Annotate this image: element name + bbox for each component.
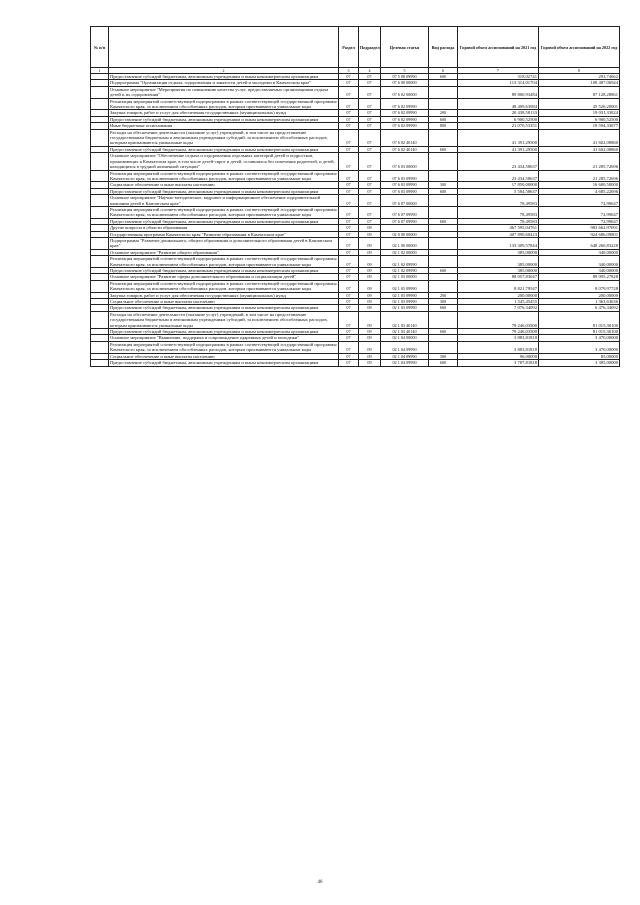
row-vid-cell: [429, 129, 458, 146]
row-2022-cell: 340,00000: [539, 256, 620, 268]
row-podrazdel-cell: 07: [359, 129, 381, 146]
row-name-cell: Другие вопросы в области образования: [109, 225, 339, 231]
row-vid-cell: [429, 256, 458, 268]
row-podrazdel-cell: 07: [359, 123, 381, 129]
row-statya-cell: 07 6 07 09990: [381, 206, 429, 218]
row-statya-cell: 02 0 00 00000: [381, 231, 429, 237]
row-name-cell: Предоставление субсидий бюджетным, автономным учреждениям и иным некоммерческим организациям: [109, 305, 339, 311]
row-statya-cell: 02 1 03 09990: [381, 305, 429, 311]
row-razdel-cell: 07: [339, 110, 359, 116]
row-statya-cell: 02 1 03 09990: [381, 299, 429, 305]
table-row: [91, 206, 620, 218]
row-2021-cell: 17 850,00000: [458, 182, 539, 188]
row-index-cell: [91, 360, 109, 366]
row-statya-cell: 07 6 07 00000: [381, 195, 429, 207]
row-name-cell: Предоставление субсидий бюджетным, автономным учреждениям и иным некоммерческим организациям: [109, 360, 339, 366]
row-razdel-cell: 07: [339, 249, 359, 255]
row-2022-cell: 72,99647: [539, 218, 620, 224]
row-2021-cell: 133 309,57844: [458, 237, 539, 249]
row-2022-cell: 19 031,33824: [539, 110, 620, 116]
table-row: [91, 237, 620, 249]
row-name-cell: Предоставление субсидий бюджетным, автономным учреждениям и иным некоммерческим организациям: [109, 188, 339, 194]
row-podrazdel-cell: 07: [359, 116, 381, 122]
row-statya-cell: 07 6 03 00000: [381, 153, 429, 170]
row-name-cell: Иные бюджетные ассигнования: [109, 123, 339, 129]
row-vid-cell: [429, 195, 458, 207]
col-header-podrazdel: Подраздел: [359, 27, 381, 68]
row-2021-cell: 23 434,58637: [458, 153, 539, 170]
row-2022-cell: 21 285,72696: [539, 170, 620, 182]
row-statya-cell: 07 6 02 00000: [381, 86, 429, 98]
row-razdel-cell: 07: [339, 74, 359, 80]
row-2021-cell: 89 800,93484: [458, 86, 539, 98]
row-2021-cell: 3 787,81818: [458, 360, 539, 366]
row-index-cell: [91, 98, 109, 110]
row-razdel-cell: 07: [339, 116, 359, 122]
row-2021-cell: 3 883,81818: [458, 335, 539, 341]
row-name-cell: Закупка товаров, работ и услуг для обеспечения государственных (муниципальных) нужд: [109, 110, 339, 116]
row-name-cell: Социальное обеспечение и иные выплаты населению: [109, 353, 339, 359]
row-statya-cell: 02 1 02 09990: [381, 268, 429, 274]
row-2021-cell: 21 070,53351: [458, 123, 539, 129]
row-razdel-cell: 07: [339, 129, 359, 146]
row-podrazdel-cell: 07: [359, 206, 381, 218]
row-statya-cell: 02 1 03 09990: [381, 292, 429, 298]
col-header-2022: Годовой объем ассигнований на 2022 год: [539, 27, 620, 68]
row-podrazdel-cell: 07: [359, 74, 381, 80]
row-name-cell: Закупка товаров, работ и услуг для обеспечения государственных (муниципальных) нужд: [109, 292, 339, 298]
row-razdel-cell: 07: [339, 80, 359, 86]
row-2021-cell: 88 057,83047: [458, 274, 539, 280]
row-podrazdel-cell: 09: [359, 341, 381, 353]
row-2021-cell: 385,00000: [458, 256, 539, 268]
row-2022-cell: 108 487,06944: [539, 80, 620, 86]
row-razdel-cell: 07: [339, 311, 359, 328]
row-podrazdel-cell: 07: [359, 86, 381, 98]
row-statya-cell: 02 1 04 00000: [381, 335, 429, 341]
row-podrazdel-cell: 07: [359, 170, 381, 182]
row-name-cell: Реализация мероприятий соответствующей подпрограммы в рамках соответствующей государственной программы Камчатского края, за исключением обособленных расходов, которым присваиваются уникальные коды: [110, 98, 337, 110]
table-row: [91, 280, 620, 292]
row-podrazdel-cell: 09: [359, 360, 381, 366]
row-razdel-cell: 07: [339, 170, 359, 182]
row-name-cell: Социальное обеспечение и иные выплаты населению: [109, 299, 339, 305]
row-name-cell: Реализация мероприятий соответствующей подпрограммы в рамках соответствующей государственной программы Камчатского края, за исключением обособленных расходов, которым присваиваются уникальные коды: [110, 170, 337, 181]
row-podrazdel-cell: 07: [359, 110, 381, 116]
row-2021-cell: 41 391,29500: [458, 129, 539, 146]
row-vid-cell: [429, 98, 458, 110]
row-statya-cell: 07 6 02 09990: [381, 116, 429, 122]
row-vid-cell: 200: [429, 292, 458, 298]
row-podrazdel-cell: 09: [359, 231, 381, 237]
row-razdel-cell: 07: [339, 195, 359, 207]
row-2021-cell: 407 890,60423: [458, 231, 539, 237]
row-vid-cell: [429, 170, 458, 182]
row-index-cell: [91, 206, 109, 218]
row-2022-cell: 81 015,30100: [539, 311, 620, 328]
row-podrazdel-cell: 09: [359, 311, 381, 328]
row-2021-cell: 385,00000: [458, 249, 539, 255]
row-statya-cell: 07 6 03 09990: [381, 188, 429, 194]
row-statya-cell: 02 1 02 00000: [381, 249, 429, 255]
row-razdel-cell: 07: [339, 329, 359, 335]
row-name-cell: Основное мероприятие "Научно-методическое, кадровое и информационное обеспечение оздоровительной кампании детей в Камчатском крае": [109, 195, 339, 207]
row-razdel-cell: 07: [339, 335, 359, 341]
row-2022-cell: 200,00000: [539, 292, 620, 298]
col-number: 3: [339, 68, 359, 74]
col-number: 5: [381, 68, 429, 74]
row-podrazdel-cell: 07: [359, 146, 381, 152]
row-name-cell: Предоставление субсидий бюджетным, автономным учреждениям и иным некоммерческим организациям: [109, 218, 339, 224]
row-name-cell: Предоставление субсидий бюджетным, автономным учреждениям и иным некоммерческим организациям: [109, 116, 339, 122]
table-row: [91, 360, 620, 366]
row-index-cell: [91, 170, 109, 182]
row-2022-cell: 81 015,30100: [539, 329, 620, 335]
row-2021-cell: 318,02741: [458, 74, 539, 80]
row-statya-cell: 07 6 02 40140: [381, 146, 429, 152]
row-2021-cell: 78,49583: [458, 195, 539, 207]
row-2022-cell: 983 662,97091: [539, 225, 620, 231]
row-razdel-cell: 07: [339, 98, 359, 110]
row-2022-cell: 3 385,00000: [539, 360, 620, 366]
col-number: 4: [359, 68, 381, 74]
row-name-cell: Предоставление субсидий бюджетным, автономным учреждениям и иным некоммерческим организациям: [109, 268, 339, 274]
row-vid-cell: 600: [429, 360, 458, 366]
row-2021-cell: 113 314,01704: [458, 80, 539, 86]
row-statya-cell: 07 6 03 09990: [381, 170, 429, 182]
row-name-cell: Основное мероприятие "Выявление, поддержка и сопровождение одаренных детей и молодежи": [109, 335, 339, 341]
col-header-statya: Целевая статья: [381, 27, 429, 68]
row-2021-cell: 467 595,04761: [458, 225, 539, 231]
row-podrazdel-cell: 09: [359, 225, 381, 231]
row-vid-cell: 600: [429, 268, 458, 274]
row-podrazdel-cell: 07: [359, 218, 381, 224]
row-statya-cell: 02 1 04 09990: [381, 341, 429, 353]
row-2021-cell: 3 883,81818: [458, 341, 539, 353]
row-podrazdel-cell: 09: [359, 274, 381, 280]
row-razdel-cell: 07: [339, 146, 359, 152]
row-razdel-cell: 07: [339, 353, 359, 359]
row-vid-cell: 300: [429, 182, 458, 188]
row-2022-cell: 1 363,63636: [539, 299, 620, 305]
row-razdel-cell: 07: [339, 299, 359, 305]
row-razdel-cell: 07: [339, 218, 359, 224]
row-index-cell: [91, 153, 109, 170]
row-index-cell: [91, 237, 109, 249]
row-name-cell: Реализация мероприятий соответствующей подпрограммы в рамках соответствующей государственной программы Камчатского края, за исключением обособленных расходов, которым присваиваются уникальные коды: [110, 341, 337, 353]
row-razdel-cell: 07: [339, 360, 359, 366]
col-number: 8: [539, 68, 620, 74]
row-2021-cell: 7 076,34092: [458, 305, 539, 311]
row-vid-cell: 300: [429, 353, 458, 359]
row-statya-cell: 07 6 02 09990: [381, 123, 429, 129]
row-2021-cell: 78,49583: [458, 206, 539, 218]
row-statya-cell: 07 6 00 00000: [381, 80, 429, 86]
row-2021-cell: 23 434,58637: [458, 170, 539, 182]
table-header: [91, 27, 620, 68]
row-podrazdel-cell: 09: [359, 237, 381, 249]
row-2022-cell: 293,74662: [539, 74, 620, 80]
row-2022-cell: 340,00000: [539, 249, 620, 255]
row-podrazdel-cell: 09: [359, 353, 381, 359]
row-statya-cell: 02 1 04 09990: [381, 353, 429, 359]
row-2021-cell: 385,00000: [458, 268, 539, 274]
row-2022-cell: 19 594,33677: [539, 123, 620, 129]
row-razdel-cell: 07: [339, 206, 359, 218]
row-podrazdel-cell: 09: [359, 299, 381, 305]
col-header-2021: Годовой объем ассигнований на 2021 год: [458, 27, 539, 68]
row-2021-cell: 48 409,63984: [458, 98, 539, 110]
row-2022-cell: 340,00000: [539, 268, 620, 274]
row-razdel-cell: 07: [339, 182, 359, 188]
row-vid-cell: 600: [429, 116, 458, 122]
row-podrazdel-cell: 09: [359, 292, 381, 298]
row-razdel-cell: 07: [339, 153, 359, 170]
row-2021-cell: 20 438,58133: [458, 110, 539, 116]
row-2022-cell: 41 602,08860: [539, 129, 620, 146]
row-2021-cell: 78,49583: [458, 218, 539, 224]
row-vid-cell: 600: [429, 146, 458, 152]
row-index-cell: [91, 280, 109, 292]
row-2021-cell: 6 900,52500: [458, 116, 539, 122]
row-vid-cell: 600: [429, 218, 458, 224]
row-2022-cell: 45 526,20001: [539, 98, 620, 110]
row-razdel-cell: 07: [339, 256, 359, 268]
row-razdel-cell: 07: [339, 231, 359, 237]
row-2022-cell: 924 686,09801: [539, 231, 620, 237]
table-row: [91, 195, 620, 207]
row-vid-cell: 600: [429, 305, 458, 311]
row-2021-cell: 79 246,03500: [458, 329, 539, 335]
row-name-cell: Основное мероприятие "Обеспечение отдыха и оздоровления отдельных категорий детей и подростков, проживающих в Камчатском крае, в том числе детей-сирот и детей, оставшихся без попечения родителей, и детей, находящихся в трудной жизненной ситуации": [109, 153, 339, 170]
row-razdel-cell: 07: [339, 188, 359, 194]
row-statya-cell: 02 1 02 09990: [381, 256, 429, 268]
row-vid-cell: 600: [429, 74, 458, 80]
row-vid-cell: 600: [429, 188, 458, 194]
row-2022-cell: 72,99647: [539, 195, 620, 207]
row-statya-cell: 07 6 02 40140: [381, 129, 429, 146]
row-razdel-cell: 07: [339, 305, 359, 311]
row-statya-cell: 07 6 03 09990: [381, 182, 429, 188]
col-header-index: № п/п: [91, 27, 109, 68]
col-header-razdel: Раздел: [339, 27, 359, 68]
row-razdel-cell: 07: [339, 280, 359, 292]
row-name-cell: Расходы на обеспечение деятельности (оказание услуг) учреждений, в том числе на предоставление государственным бюджетным и автономным учреждениям субсидий, за исключением обособленных расходов, которым присваиваются уникальные коды: [109, 311, 339, 328]
row-index-cell: [91, 195, 109, 207]
row-podrazdel-cell: 07: [359, 80, 381, 86]
row-2022-cell: 89 095,27828: [539, 274, 620, 280]
table-row: [91, 153, 620, 170]
row-podrazdel-cell: 09: [359, 268, 381, 274]
row-vid-cell: [429, 153, 458, 170]
row-2022-cell: 21 285,72696: [539, 153, 620, 170]
row-podrazdel-cell: 07: [359, 182, 381, 188]
row-podrazdel-cell: 07: [359, 195, 381, 207]
row-vid-cell: 600: [429, 329, 458, 335]
row-statya-cell: 02 1 04 09990: [381, 360, 429, 366]
row-name-cell: Подпрограмма "Развитие дошкольного, общего образования и дополнительного образования детей в Камчатском крае": [109, 237, 339, 249]
row-razdel-cell: 07: [339, 225, 359, 231]
row-podrazdel-cell: 09: [359, 305, 381, 311]
row-name-cell: Государственная программа Камчатского края "Развитие образования в Камчатском крае": [109, 231, 339, 237]
row-name-cell: Основное мероприятие "Развитие общего образования": [109, 249, 339, 255]
table-body: [91, 74, 620, 367]
row-2021-cell: 5 584,58637: [458, 188, 539, 194]
row-podrazdel-cell: 07: [359, 98, 381, 110]
row-2021-cell: 200,00000: [458, 292, 539, 298]
row-2022-cell: 85,00000: [539, 353, 620, 359]
row-podrazdel-cell: 09: [359, 256, 381, 268]
table-row: [91, 341, 620, 353]
row-podrazdel-cell: 09: [359, 280, 381, 292]
row-2022-cell: 8 079,97728: [539, 280, 620, 292]
row-statya-cell: 02 1 00 00000: [381, 237, 429, 249]
row-name-cell: Основное мероприятие "Мероприятия по повышению качества услуг, предоставляемых организациями отдыха детей и их оздоровления": [109, 86, 339, 98]
row-razdel-cell: 07: [339, 237, 359, 249]
table-row: [91, 86, 620, 98]
row-2021-cell: 79 246,03500: [458, 311, 539, 328]
row-statya-cell: 02 1 03 09990: [381, 280, 429, 292]
budget-table: [90, 26, 620, 367]
row-2022-cell: 3 470,00000: [539, 335, 620, 341]
col-header-vid: Вид расхода: [429, 27, 458, 68]
row-statya-cell: 02 1 03 00000: [381, 274, 429, 280]
row-name-cell: Социальное обеспечение и иные выплаты населению: [109, 182, 339, 188]
row-vid-cell: [429, 206, 458, 218]
col-number: 1: [91, 68, 109, 74]
row-statya-cell: 07 5 08 09990: [381, 74, 429, 80]
row-statya-cell: 07 6 07 09990: [381, 218, 429, 224]
row-razdel-cell: 07: [339, 292, 359, 298]
row-2022-cell: 41 602,08860: [539, 146, 620, 152]
row-vid-cell: [429, 341, 458, 353]
col-header-name: [109, 27, 339, 68]
row-index-cell: [91, 129, 109, 146]
col-number: 2: [109, 68, 339, 74]
table-row: [91, 170, 620, 182]
row-2022-cell: 72,99647: [539, 206, 620, 218]
row-2022-cell: 6 900,52500: [539, 116, 620, 122]
row-name-cell: Реализация мероприятий соответствующей подпрограммы в рамках соответствующей государственной программы Камчатского края, за исключением обособленных расходов, которым присваиваются уникальные коды: [110, 280, 337, 292]
row-2022-cell: 3 470,00000: [539, 341, 620, 353]
row-podrazdel-cell: 07: [359, 153, 381, 170]
row-index-cell: [91, 341, 109, 353]
row-razdel-cell: 07: [339, 341, 359, 353]
row-2021-cell: 8 821,79547: [458, 280, 539, 292]
col-number: 7: [458, 68, 539, 74]
row-index-cell: [91, 86, 109, 98]
row-2021-cell: 41 391,29500: [458, 146, 539, 152]
table-row: [91, 98, 620, 110]
row-vid-cell: 800: [429, 123, 458, 129]
row-podrazdel-cell: 09: [359, 335, 381, 341]
row-index-cell: [91, 311, 109, 328]
row-name-cell: Реализация мероприятий соответствующей подпрограммы в рамках соответствующей государственной программы Камчатского края, за исключением обособленных расходов, которым присваиваются уникальные коды: [110, 256, 337, 267]
row-vid-cell: [429, 86, 458, 98]
row-2022-cell: 87 128,28861: [539, 86, 620, 98]
row-vid-cell: 200: [429, 110, 458, 116]
row-statya-cell: 02 1 03 40140: [381, 329, 429, 335]
row-2022-cell: 16 600,50000: [539, 182, 620, 188]
row-podrazdel-cell: 09: [359, 249, 381, 255]
row-podrazdel-cell: 07: [359, 188, 381, 194]
row-statya-cell: 02 1 03 40140: [381, 311, 429, 328]
row-name-cell: Подпрограмма "Организация отдыха, оздоровления и занятости детей и молодежи в Камчатском крае": [109, 80, 339, 86]
row-razdel-cell: 07: [339, 268, 359, 274]
row-razdel-cell: 07: [339, 123, 359, 129]
row-2022-cell: 6 476,34092: [539, 305, 620, 311]
table-row: [91, 129, 620, 146]
row-name-cell: Предоставление субсидий бюджетным, автономным учреждениям и иным некоммерческим организациям: [109, 329, 339, 335]
row-name-cell: Предоставление субсидий бюджетным, автономным учреждениям и иным некоммерческим организациям: [109, 74, 339, 80]
col-number: 6: [429, 68, 458, 74]
row-vid-cell: [429, 237, 458, 249]
row-name-cell: Предоставление субсидий бюджетным, автономным учреждениям и иным некоммерческим организациям: [109, 146, 339, 152]
row-name-cell: Реализация мероприятий соответствующей подпрограммы в рамках соответствующей государственной программы Камчатского края, за исключением обособленных расходов, которым присваиваются уникальные коды: [110, 206, 337, 218]
row-statya-cell: 07 6 02 09990: [381, 98, 429, 110]
row-vid-cell: [429, 280, 458, 292]
table-row: [91, 256, 620, 268]
table-row: [91, 311, 620, 328]
row-2022-cell: 4 685,22696: [539, 188, 620, 194]
row-vid-cell: 300: [429, 299, 458, 305]
row-2021-cell: 96,00000: [458, 353, 539, 359]
row-podrazdel-cell: 09: [359, 329, 381, 335]
row-2022-cell: 648 260,83228: [539, 237, 620, 249]
page-number: 46: [317, 880, 323, 885]
row-vid-cell: [429, 311, 458, 328]
row-index-cell: [91, 256, 109, 268]
row-statya-cell: 07 6 02 09990: [381, 110, 429, 116]
row-razdel-cell: 07: [339, 86, 359, 98]
row-name-cell: Основное мероприятие "Развитие сферы дополнительного образования и социализации детей": [109, 274, 339, 280]
row-razdel-cell: 07: [339, 274, 359, 280]
row-2021-cell: 1 545,45455: [458, 299, 539, 305]
row-name-cell: Расходы на обеспечение деятельности (оказание услуг) учреждений, в том числе на предоставление государственным бюджетным и автономным учреждениям субсидий, за исключением обособленных расходов, которым присваиваются уникальные коды: [109, 129, 339, 146]
